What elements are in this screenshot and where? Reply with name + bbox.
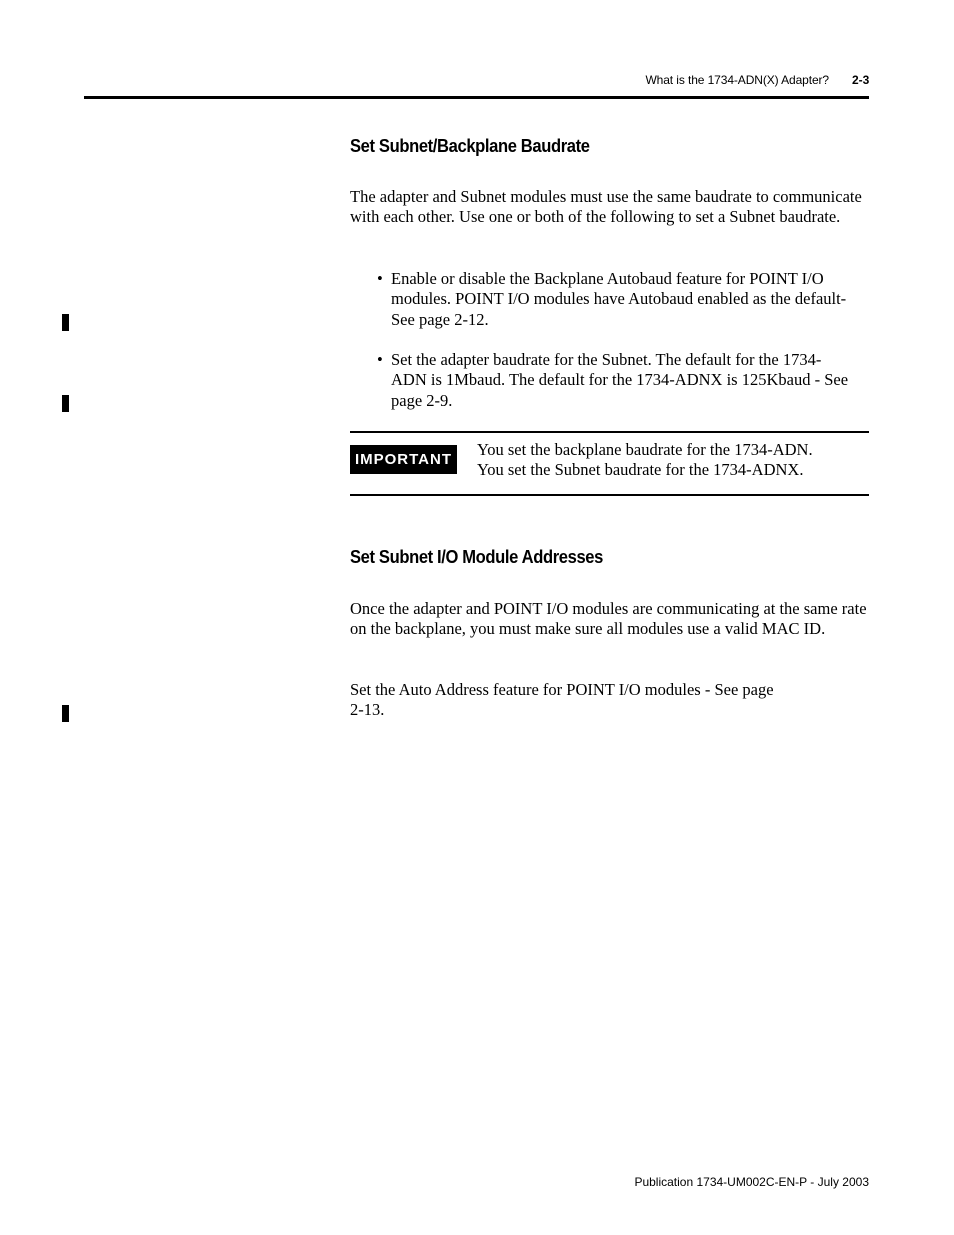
publication-footer: Publication 1734-UM002C-EN-P - July 2003 <box>634 1175 869 1189</box>
important-note-text <box>477 440 869 481</box>
list-item <box>377 269 857 330</box>
header-rule <box>84 96 869 99</box>
list-item-text: Enable or disable the Backplane Autobaud feature for POINT I/O modules. POINT I/O modules have Autobaud enabled as the default- See page 2-12. <box>391 269 847 329</box>
page-number: 2-3 <box>852 73 870 87</box>
change-bar <box>62 395 69 412</box>
baudrate-intro-paragraph: The adapter and Subnet modules must use the same baudrate to communicate with each other. Use one or both of the following to set a Subnet baudrate. <box>350 187 862 227</box>
section-heading-baudrate: Set Subnet/Backplane Baudrate <box>350 136 590 156</box>
important-badge: IMPORTANT <box>350 445 457 474</box>
important-rule-bottom <box>350 494 869 496</box>
list-item-text: Set the adapter baudrate for the Subnet. The default for the 1734-ADN is 1Mbaud. The default for the 1734-ADNX is 125Kbaud - See page 2-9. <box>391 350 849 410</box>
bullet-icon: • <box>377 350 383 369</box>
section-heading-addresses: Set Subnet I/O Module Addresses <box>350 547 603 567</box>
auto-address-paragraph: Set the Auto Address feature for POINT I/O modules - See page 2-13. <box>350 680 774 720</box>
running-header-title: What is the 1734-ADN(X) Adapter? <box>645 73 829 87</box>
list-item <box>377 350 857 411</box>
important-rule-top <box>350 431 869 433</box>
important-line-1: You set the backplane baudrate for the 1734-ADN. <box>477 440 813 459</box>
addresses-paragraph: Once the adapter and POINT I/O modules are communicating at the same rate on the backplane, you must make sure all modules use a valid MAC ID. <box>350 599 867 639</box>
change-bar <box>62 705 69 722</box>
bullet-icon: • <box>377 269 383 288</box>
important-line-2: You set the Subnet baudrate for the 1734-ADNX. <box>477 460 804 480</box>
change-bar <box>62 314 69 331</box>
